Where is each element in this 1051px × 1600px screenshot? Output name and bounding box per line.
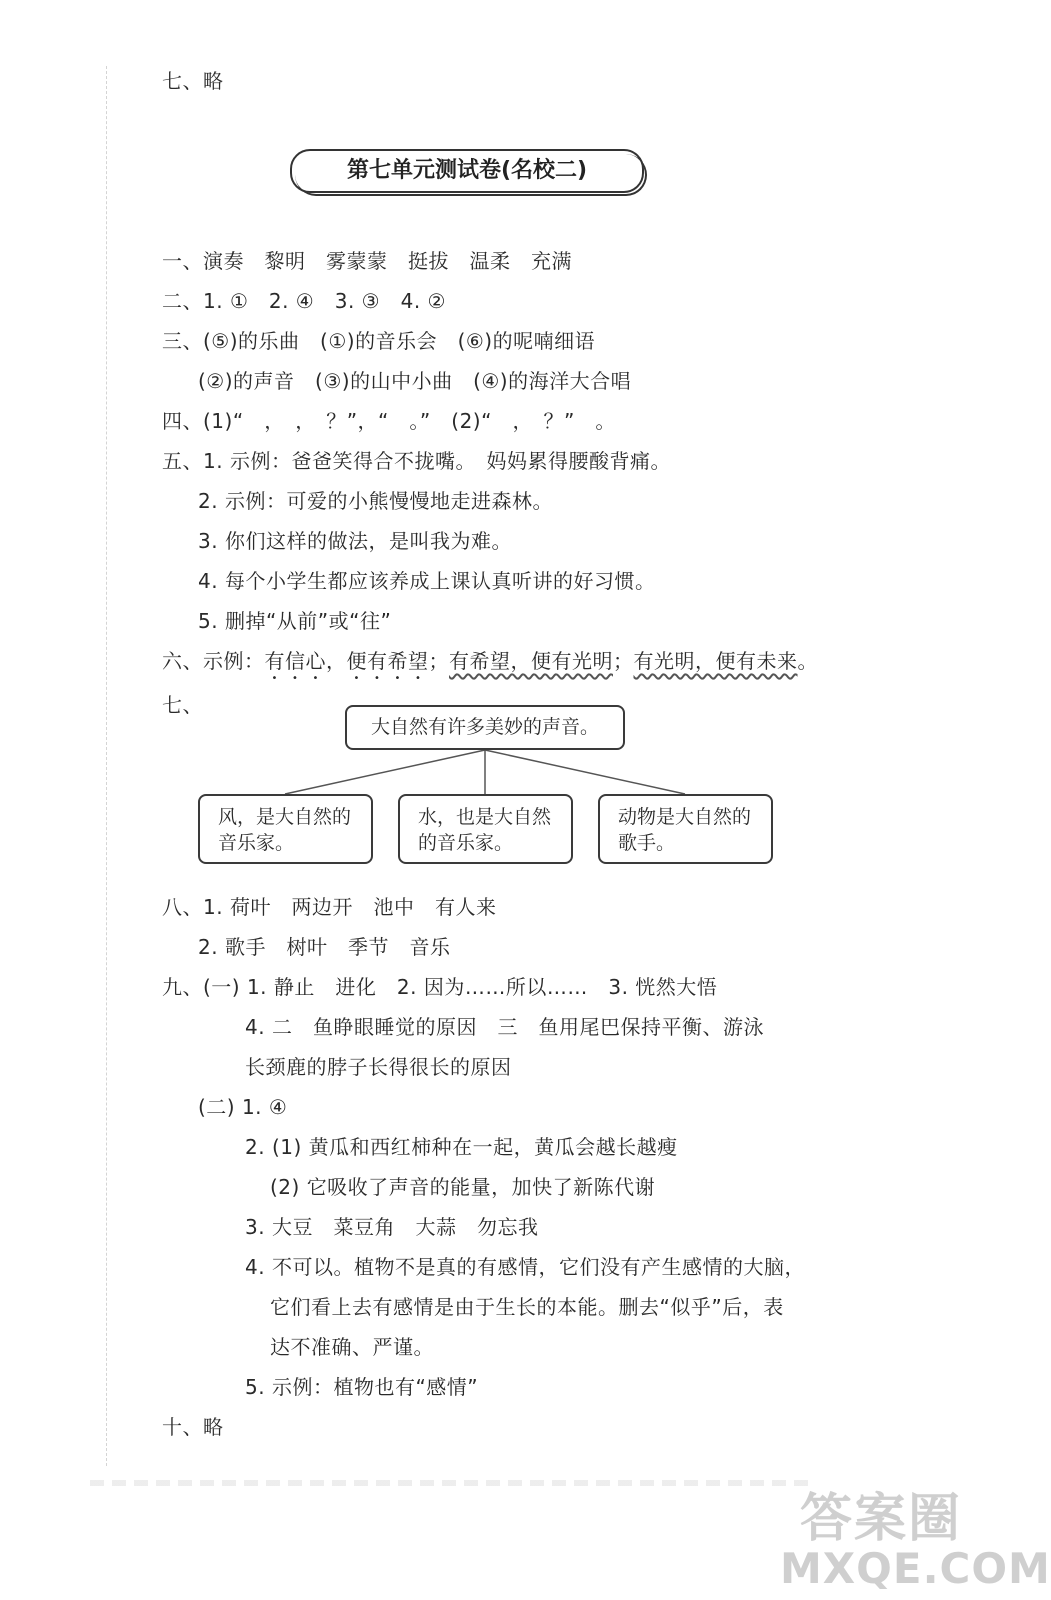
answer-10: 十、略 <box>162 1415 224 1439</box>
answer-1: 一、演奏 黎明 雾蒙蒙 挺拔 温柔 充满 <box>162 249 572 273</box>
watermark-top-text: 答案圈 <box>800 1489 963 1549</box>
answer-2: 二、1. ① 2. ④ 3. ③ 4. ② <box>162 289 446 313</box>
answer-6-separator-2: ； <box>613 649 634 673</box>
diagram-child-wind: 风，是大自然的 音乐家。 <box>198 794 373 864</box>
answer-4: 四、(1)“ ， ， ？”，“ 。” (2)“ ， ？” 。 <box>162 409 616 433</box>
answer-9-part2-1: (二) 1. ④ <box>198 1095 288 1119</box>
watermark-bottom-text: MXQE.COM <box>780 1544 1051 1593</box>
diagram-child-animals: 动物是大自然的 歌手。 <box>598 794 773 864</box>
answer-9-part2-3: 3. 大豆 菜豆角 大蒜 勿忘我 <box>245 1215 539 1239</box>
answer-6-wavy-phrase-2: 有光明，便有未来 <box>633 649 798 673</box>
answer-9-part2-2a: 2. (1) 黄瓜和西红柿种在一起，黄瓜会越长越瘦 <box>245 1135 678 1159</box>
answer-3-line-1: 三、(⑤)的乐曲 (①)的音乐会 (⑥)的呢喃细语 <box>162 329 596 353</box>
answer-5-1: 五、1. 示例：爸爸笑得合不拢嘴。 妈妈累得腰酸背痛。 <box>162 449 671 473</box>
answer-9-part2-2b: (2) 它吸收了声音的能量，加快了新陈代谢 <box>270 1175 656 1199</box>
answer-9-part2-4a: 4. 不可以。植物不是真的有感情，它们没有产生感情的大脑， <box>245 1255 805 1279</box>
answer-9-2: 4. 二 鱼睁眼睡觉的原因 三 鱼用尾巴保持平衡、游泳 <box>245 1015 764 1039</box>
answer-9-part2-4b: 它们看上去有感情是由于生长的本能。删去“似乎”后，表 <box>270 1295 784 1319</box>
answer-5-4: 4. 每个小学生都应该养成上课认真听讲的好习惯。 <box>198 569 656 593</box>
watermark-logo <box>780 1476 1051 1596</box>
answer-8-2: 2. 歌手 树叶 季节 音乐 <box>198 935 451 959</box>
answer-5-2: 2. 示例：可爱的小熊慢慢地走进森林。 <box>198 489 553 513</box>
section-7-previous: 七、略 <box>162 69 224 93</box>
answer-5-5: 5. 删掉“从前”或“往” <box>198 609 392 633</box>
scan-artifact-strip <box>90 1480 810 1486</box>
answer-6 <box>162 648 818 684</box>
answer-6-end: 。 <box>797 649 818 673</box>
answer-9-part2-5: 5. 示例：植物也有“感情” <box>245 1375 479 1399</box>
answer-9-part2-4c: 达不准确、严谨。 <box>270 1335 434 1359</box>
answer-9-3: 长颈鹿的脖子长得很长的原因 <box>245 1055 512 1079</box>
diagram-child-water: 水，也是大自然 的音乐家。 <box>398 794 573 864</box>
answer-6-separator: ； <box>428 649 449 673</box>
answer-6-prefix: 六、示例： <box>162 649 265 673</box>
binding-margin-line <box>106 66 107 1466</box>
answer-9-1: 九、(一) 1. 静止 进化 2. 因为……所以…… 3. 恍然大悟 <box>162 975 718 999</box>
answer-7-label: 七、 <box>162 693 203 717</box>
diagram-root-box: 大自然有许多美妙的声音。 <box>345 705 625 750</box>
page-title: 第七单元测试卷(名校二) <box>290 149 644 193</box>
answer-6-dotted-phrase: 有信心，便有希望 <box>264 649 429 673</box>
answer-3-line-2: (②)的声音 (③)的山中小曲 (④)的海洋大合唱 <box>198 369 632 393</box>
answer-8-1: 八、1. 荷叶 两边开 池中 有人来 <box>162 895 497 919</box>
answer-6-wavy-phrase-1: 有希望，便有光明 <box>449 649 613 673</box>
answer-5-3: 3. 你们这样的做法，是叫我为难。 <box>198 529 512 553</box>
